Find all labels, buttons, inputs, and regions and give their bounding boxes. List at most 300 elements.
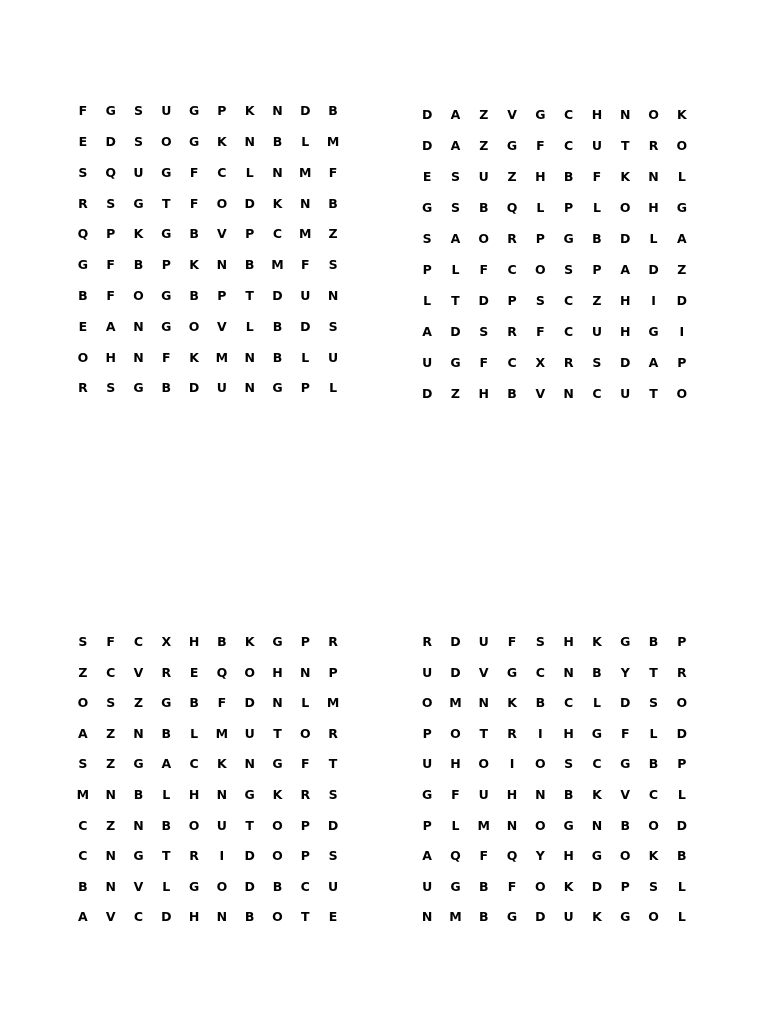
letter-cell: S <box>106 380 116 396</box>
letter-cell: A <box>648 355 659 371</box>
letter-cell: O <box>133 287 144 303</box>
letter-cell: F <box>78 103 88 119</box>
letter-cell: Q <box>216 664 228 680</box>
letter-cell: B <box>648 756 659 772</box>
letter-cell: K <box>592 634 602 650</box>
letter-cell: O <box>676 138 688 154</box>
letter-cell: F <box>479 262 489 278</box>
letter-cell: U <box>327 349 339 365</box>
letter-cell: I <box>509 756 515 772</box>
letter-cell: S <box>78 164 88 180</box>
letter-cell: P <box>677 634 687 650</box>
letter-cell: Y <box>620 664 630 680</box>
letter-cell: D <box>591 878 603 894</box>
letter-cell: S <box>535 293 545 309</box>
letter-cell: E <box>78 318 88 334</box>
letter-cell: B <box>563 787 574 803</box>
letter-cell: G <box>422 787 433 803</box>
letter-cell: C <box>564 695 574 711</box>
letter-cell: C <box>78 848 88 864</box>
letter-cell: S <box>564 756 574 772</box>
letter-cell: K <box>676 107 687 123</box>
letter-cell: M <box>299 164 312 180</box>
letter-cell: V <box>133 878 144 894</box>
letter-cell: O <box>535 878 546 894</box>
letter-cell: C <box>507 355 517 371</box>
letter-cell: T <box>479 725 488 741</box>
letter-cell: V <box>105 909 116 925</box>
letter-cell: N <box>619 107 631 123</box>
letter-cell: H <box>188 634 200 650</box>
letter-cell: N <box>591 817 603 833</box>
word-search-grid-bottom-right <box>413 627 696 933</box>
letter-cell: G <box>450 878 461 894</box>
letter-cell: H <box>506 787 518 803</box>
letter-cell: P <box>161 257 171 273</box>
letter-cell: H <box>563 848 574 864</box>
letter-cell: H <box>188 787 200 803</box>
letter-cell: G <box>161 695 172 711</box>
letter-cell: O <box>77 695 89 711</box>
letter-cell: S <box>649 878 659 894</box>
letter-cell: A <box>422 848 432 864</box>
letter-cell: E <box>328 909 338 925</box>
letter-cell: R <box>648 138 659 154</box>
letter-cell: G <box>161 287 172 303</box>
letter-cell: C <box>272 226 283 242</box>
letter-cell: V <box>507 107 517 123</box>
letter-cell: O <box>535 817 546 833</box>
letter-cell: B <box>244 909 255 925</box>
letter-cell: C <box>133 909 144 925</box>
letter-cell: V <box>133 664 144 680</box>
letter-cell: F <box>189 164 199 180</box>
letter-cell: D <box>676 725 688 741</box>
letter-cell: G <box>620 756 631 772</box>
letter-cell: F <box>479 848 489 864</box>
letter-cell: S <box>450 200 460 216</box>
letter-cell: Z <box>133 695 144 711</box>
letter-cell: G <box>506 664 518 680</box>
letter-cell: T <box>649 386 658 402</box>
letter-cell: F <box>507 634 517 650</box>
letter-cell: K <box>244 103 255 119</box>
letter-cell: S <box>133 133 143 149</box>
letter-cell: B <box>592 664 602 680</box>
letter-cell: P <box>592 262 602 278</box>
letter-cell: N <box>563 664 574 680</box>
letter-cell: L <box>162 878 171 894</box>
letter-cell: S <box>592 355 602 371</box>
letter-cell: B <box>620 817 630 833</box>
letter-cell: K <box>133 226 144 242</box>
letter-cell: N <box>535 787 546 803</box>
letter-cell: D <box>676 817 688 833</box>
letter-cell: G <box>591 848 603 864</box>
letter-cell: D <box>188 380 200 396</box>
word-search-grid-top-right <box>413 100 696 410</box>
letter-cell: V <box>217 318 227 334</box>
letter-cell: G <box>450 355 461 371</box>
letter-cell: R <box>507 324 517 340</box>
letter-cell: D <box>450 634 461 650</box>
letter-cell: N <box>216 909 228 925</box>
letter-cell: D <box>272 287 283 303</box>
letter-cell: U <box>478 169 489 185</box>
letter-cell: M <box>326 695 340 711</box>
letter-cell: P <box>422 725 432 741</box>
letter-cell: Z <box>328 226 338 242</box>
letter-cell: F <box>106 287 115 303</box>
letter-cell: H <box>591 107 603 123</box>
letter-cell: O <box>244 664 255 680</box>
letter-cell: G <box>133 380 144 396</box>
letter-cell: L <box>649 725 658 741</box>
letter-cell: D <box>478 293 489 309</box>
letter-cell: G <box>620 909 631 925</box>
letter-cell: M <box>477 817 490 833</box>
letter-cell: H <box>648 200 659 216</box>
letter-cell: G <box>272 634 283 650</box>
letter-cell: F <box>620 725 630 741</box>
letter-cell: B <box>478 878 489 894</box>
letter-cell: T <box>328 756 338 772</box>
letter-cell: R <box>189 848 199 864</box>
letter-cell: O <box>188 318 200 334</box>
letter-cell: L <box>451 262 460 278</box>
letter-cell: U <box>300 287 311 303</box>
letter-cell: N <box>327 287 339 303</box>
letter-cell: P <box>677 355 687 371</box>
letter-cell: F <box>536 324 545 340</box>
letter-cell: V <box>620 787 631 803</box>
letter-cell: K <box>189 257 199 273</box>
letter-cell: S <box>78 756 88 772</box>
letter-cell: H <box>535 169 546 185</box>
letter-cell: F <box>301 257 310 273</box>
letter-cell: B <box>272 349 283 365</box>
letter-cell: Z <box>677 262 687 278</box>
letter-cell: S <box>328 848 338 864</box>
letter-cell: B <box>507 386 517 402</box>
letter-cell: X <box>535 355 546 371</box>
letter-cell: N <box>300 195 311 211</box>
letter-cell: G <box>133 848 144 864</box>
letter-cell: O <box>160 133 172 149</box>
letter-cell: R <box>161 664 172 680</box>
letter-cell: O <box>648 817 659 833</box>
letter-cell: N <box>244 756 255 772</box>
letter-cell: A <box>676 231 687 247</box>
letter-cell: F <box>592 169 602 185</box>
letter-cell: B <box>244 257 255 273</box>
letter-cell: L <box>329 380 338 396</box>
letter-cell: K <box>563 878 574 894</box>
letter-cell: G <box>77 257 89 273</box>
letter-cell: P <box>328 664 338 680</box>
letter-cell: H <box>563 725 574 741</box>
letter-cell: D <box>244 695 255 711</box>
letter-cell: R <box>422 634 432 650</box>
letter-cell: U <box>422 878 433 894</box>
letter-cell: N <box>105 878 116 894</box>
letter-cell: H <box>450 756 461 772</box>
letter-cell: L <box>301 695 310 711</box>
letter-cell: T <box>245 817 254 833</box>
letter-cell: G <box>506 909 518 925</box>
word-search-grid-top-left <box>69 96 347 404</box>
letter-cell: S <box>564 262 574 278</box>
letter-cell: R <box>677 664 687 680</box>
letter-cell: U <box>422 355 433 371</box>
letter-cell: Z <box>479 138 489 154</box>
letter-cell: A <box>450 231 461 247</box>
word-search-grid-bottom-left <box>69 627 347 933</box>
letter-cell: P <box>217 103 227 119</box>
letter-cell: Z <box>450 386 460 402</box>
letter-cell: L <box>677 787 686 803</box>
letter-cell: V <box>478 664 489 680</box>
letter-cell: F <box>479 355 489 371</box>
letter-cell: U <box>244 725 255 741</box>
letter-cell: L <box>301 133 310 149</box>
letter-cell: D <box>620 355 631 371</box>
letter-cell: B <box>161 380 172 396</box>
letter-cell: H <box>478 386 489 402</box>
letter-cell: R <box>78 380 88 396</box>
letter-cell: K <box>648 848 659 864</box>
letter-cell: U <box>620 386 631 402</box>
letter-cell: O <box>450 725 461 741</box>
letter-cell: T <box>649 664 658 680</box>
letter-cell: K <box>217 133 227 149</box>
letter-cell: Q <box>506 200 518 216</box>
letter-cell: B <box>161 817 172 833</box>
letter-cell: D <box>450 664 461 680</box>
letter-cell: O <box>535 262 546 278</box>
letter-cell: L <box>536 200 545 216</box>
letter-cell: G <box>563 817 574 833</box>
letter-cell: B <box>535 695 546 711</box>
letter-cell: S <box>106 695 116 711</box>
letter-cell: O <box>676 695 688 711</box>
letter-cell: S <box>328 257 338 273</box>
letter-cell: F <box>536 138 545 154</box>
letter-cell: P <box>300 634 310 650</box>
letter-cell: I <box>679 324 685 340</box>
letter-cell: B <box>78 878 88 894</box>
letter-cell: B <box>272 878 283 894</box>
letter-cell: C <box>535 664 545 680</box>
letter-cell: P <box>677 756 687 772</box>
letter-cell: U <box>161 103 172 119</box>
letter-cell: P <box>564 200 574 216</box>
letter-cell: O <box>299 725 311 741</box>
letter-cell: E <box>78 133 88 149</box>
letter-cell: O <box>272 909 283 925</box>
letter-cell: B <box>563 169 574 185</box>
letter-cell: N <box>105 787 116 803</box>
letter-cell: L <box>592 695 601 711</box>
letter-cell: T <box>451 293 460 309</box>
letter-cell: K <box>620 169 631 185</box>
letter-cell: R <box>328 725 338 741</box>
letter-cell: T <box>245 287 254 303</box>
letter-cell: U <box>216 817 227 833</box>
letter-cell: C <box>189 756 199 772</box>
letter-cell: G <box>188 878 200 894</box>
letter-cell: H <box>105 349 116 365</box>
letter-cell: N <box>216 787 228 803</box>
letter-cell: G <box>133 756 144 772</box>
letter-cell: R <box>328 634 338 650</box>
letter-cell: N <box>300 664 311 680</box>
letter-cell: Q <box>450 848 461 864</box>
letter-cell: G <box>161 164 172 180</box>
letter-cell: S <box>328 787 338 803</box>
letter-cell: R <box>507 725 517 741</box>
letter-cell: F <box>162 349 171 365</box>
letter-cell: D <box>535 909 546 925</box>
letter-cell: M <box>271 257 284 273</box>
letter-cell: U <box>478 634 489 650</box>
letter-cell: R <box>78 195 88 211</box>
letter-cell: N <box>478 695 489 711</box>
letter-cell: L <box>677 169 686 185</box>
letter-cell: Z <box>78 664 88 680</box>
letter-cell: E <box>422 169 432 185</box>
letter-cell: X <box>161 634 172 650</box>
letter-cell: Y <box>535 848 545 864</box>
letter-cell: S <box>78 634 88 650</box>
letter-cell: U <box>327 878 339 894</box>
letter-cell: B <box>328 103 338 119</box>
letter-cell: D <box>244 848 255 864</box>
letter-cell: S <box>328 318 338 334</box>
letter-cell: P <box>620 878 630 894</box>
letter-cell: S <box>422 231 432 247</box>
letter-cell: G <box>188 103 200 119</box>
letter-cell: H <box>188 909 200 925</box>
letter-cell: L <box>451 817 460 833</box>
letter-cell: F <box>217 695 227 711</box>
letter-cell: A <box>161 756 172 772</box>
letter-cell: N <box>272 103 283 119</box>
letter-cell: G <box>244 787 255 803</box>
letter-cell: M <box>449 909 462 925</box>
letter-cell: T <box>162 848 171 864</box>
letter-cell: D <box>244 878 255 894</box>
letter-cell: G <box>591 725 603 741</box>
letter-cell: P <box>422 262 432 278</box>
letter-cell: N <box>216 257 228 273</box>
letter-cell: U <box>216 380 227 396</box>
letter-cell: K <box>272 195 283 211</box>
letter-cell: O <box>216 878 228 894</box>
letter-cell: L <box>245 164 254 180</box>
letter-cell: C <box>564 138 574 154</box>
letter-cell: R <box>507 231 517 247</box>
letter-cell: B <box>189 287 199 303</box>
letter-cell: N <box>244 380 255 396</box>
letter-cell: B <box>189 695 199 711</box>
letter-cell: L <box>423 293 432 309</box>
letter-cell: C <box>648 787 659 803</box>
letter-cell: N <box>105 848 116 864</box>
letter-cell: M <box>449 695 462 711</box>
letter-cell: O <box>77 349 89 365</box>
letter-cell: F <box>106 634 115 650</box>
letter-cell: Q <box>506 848 518 864</box>
letter-cell: G <box>161 226 172 242</box>
letter-cell: C <box>106 664 116 680</box>
letter-cell: U <box>591 138 602 154</box>
letter-cell: B <box>133 257 144 273</box>
letter-cell: Q <box>105 164 117 180</box>
letter-cell: T <box>162 195 171 211</box>
letter-cell: D <box>300 103 311 119</box>
letter-cell: L <box>190 725 199 741</box>
letter-cell: F <box>106 257 115 273</box>
letter-cell: D <box>620 231 631 247</box>
letter-cell: V <box>535 386 546 402</box>
letter-cell: G <box>535 107 546 123</box>
letter-cell: R <box>563 355 574 371</box>
letter-cell: D <box>327 817 339 833</box>
letter-cell: K <box>592 787 602 803</box>
letter-cell: L <box>245 318 254 334</box>
letter-cell: M <box>215 725 229 741</box>
letter-cell: I <box>538 725 543 741</box>
letter-cell: S <box>479 324 489 340</box>
letter-cell: V <box>217 226 227 242</box>
letter-cell: B <box>592 231 602 247</box>
letter-cell: S <box>133 103 143 119</box>
letter-cell: Z <box>479 107 489 123</box>
letter-cell: N <box>648 169 659 185</box>
letter-cell: M <box>215 349 229 365</box>
letter-cell: G <box>272 380 283 396</box>
letter-cell: Z <box>106 725 116 741</box>
letter-cell: L <box>649 231 658 247</box>
letter-cell: P <box>507 293 517 309</box>
letter-cell: Z <box>106 756 116 772</box>
letter-cell: G <box>422 200 433 216</box>
letter-cell: T <box>620 138 630 154</box>
letter-cell: G <box>506 138 518 154</box>
letter-cell: Z <box>507 169 517 185</box>
letter-cell: B <box>272 318 283 334</box>
letter-cell: H <box>619 293 631 309</box>
letter-cell: N <box>421 909 433 925</box>
letter-cell: H <box>619 324 631 340</box>
letter-cell: C <box>564 324 574 340</box>
letter-cell: S <box>535 634 545 650</box>
letter-cell: I <box>219 848 225 864</box>
letter-cell: N <box>133 817 144 833</box>
letter-cell: L <box>677 909 686 925</box>
letter-cell: F <box>301 756 310 772</box>
letter-cell: N <box>506 817 518 833</box>
letter-cell: D <box>161 909 172 925</box>
letter-cell: G <box>648 324 659 340</box>
letter-cell: Z <box>592 293 602 309</box>
letter-cell: B <box>161 725 172 741</box>
letter-cell: N <box>244 349 255 365</box>
letter-cell: D <box>620 695 631 711</box>
letter-cell: S <box>106 195 116 211</box>
letter-cell: P <box>300 380 310 396</box>
